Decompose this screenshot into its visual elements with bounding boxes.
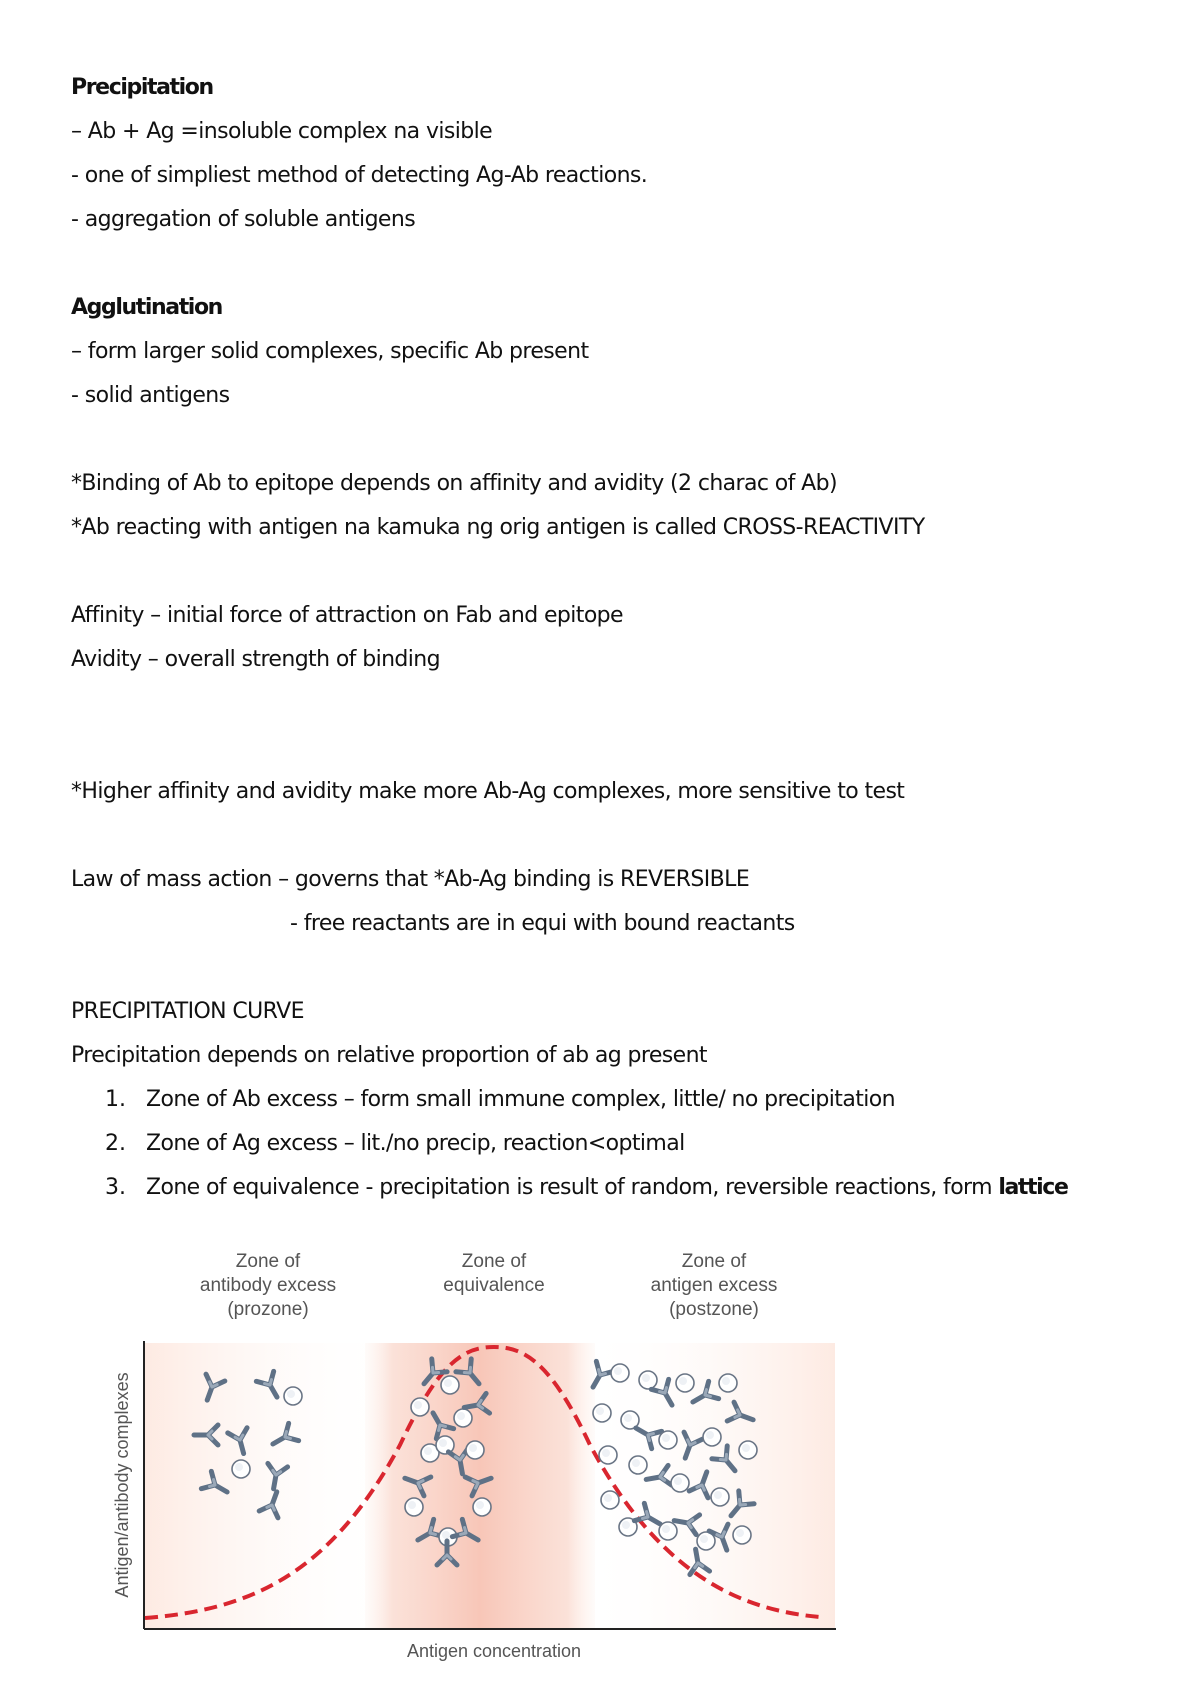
zone3-label-3: (postzone) — [669, 1299, 759, 1320]
list-number: 3. — [105, 1175, 126, 1200]
list-number: 2. — [105, 1131, 126, 1156]
avidity-definition: Avidity – overall strength of binding — [71, 647, 441, 672]
list-item — [146, 1174, 1067, 1202]
y-axis-label: Antigen/antibody complexes — [112, 1372, 132, 1598]
agglutination-line-1: – form larger solid complexes, specific Ab present — [71, 339, 589, 364]
precipitation-line-3: - aggregation of soluble antigens — [71, 207, 416, 232]
list-item: Zone of Ab excess – form small immune complex, little/ no precipitation — [146, 1087, 895, 1112]
curve-section-title: PRECIPITATION CURVE — [71, 999, 304, 1024]
lattice-term: lattice — [998, 1175, 1068, 1200]
curve-section-intro: Precipitation depends on relative proportion of ab ag present — [71, 1043, 707, 1068]
agglutination-line-2: - solid antigens — [71, 383, 230, 408]
zone3-label-1: Zone of — [681, 1251, 747, 1272]
agglutination-heading: Agglutination — [71, 295, 222, 320]
zone1-label-3: (prozone) — [227, 1299, 309, 1320]
precipitation-curve-figure — [100, 1245, 840, 1665]
precipitation-line-2: - one of simpliest method of detecting Ag-Ab reactions. — [71, 163, 648, 188]
higher-affinity-note: *Higher affinity and avidity make more Ab-Ag complexes, more sensitive to test — [71, 779, 905, 804]
zone2-label-2: equivalence — [443, 1275, 545, 1296]
binding-note: *Binding of Ab to epitope depends on affinity and avidity (2 charac of Ab) — [71, 471, 837, 496]
list-number: 1. — [105, 1087, 126, 1112]
x-axis-label: Antigen concentration — [406, 1641, 582, 1661]
affinity-definition: Affinity – initial force of attraction on Fab and epitope — [71, 603, 623, 628]
zone3-label-2: antigen excess — [650, 1275, 778, 1296]
zone2-label-1: Zone of — [461, 1251, 527, 1272]
law-of-mass-action: Law of mass action – governs that *Ab-Ag binding is REVERSIBLE — [71, 867, 750, 892]
list-item: Zone of Ag excess – lit./no precip, reaction<optimal — [146, 1131, 685, 1156]
zone1-label-2: antibody excess — [199, 1275, 337, 1296]
list-item-text: Zone of equivalence - precipitation is result of random, reversible reactions, form — [146, 1175, 999, 1200]
precipitation-line-1: – Ab + Ag =insoluble complex na visible — [71, 119, 493, 144]
precipitation-heading: Precipitation — [71, 75, 213, 100]
law-of-mass-action-continued: - free reactants are in equi with bound reactants — [290, 911, 795, 936]
zone1-label-1: Zone of — [235, 1251, 301, 1272]
cross-reactivity-note: *Ab reacting with antigen na kamuka ng orig antigen is called CROSS-REACTIVITY — [71, 515, 925, 540]
